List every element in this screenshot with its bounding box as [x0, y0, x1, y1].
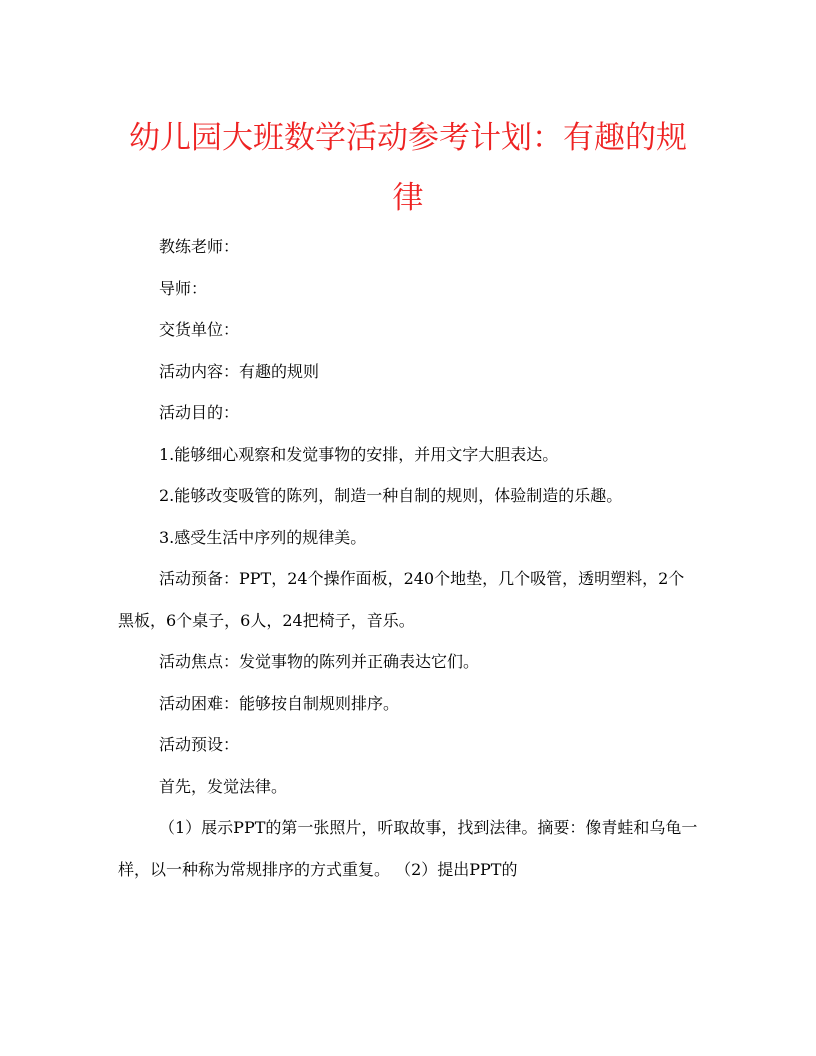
- goal-item-2: 2.能够改变吸管的陈列，制造一种自制的规则，体验制造的乐趣。: [159, 486, 623, 505]
- step-one-detail: （1）展示PPT的第一张照片，听取故事，找到法律。摘要：像青蛙和乌龟一样，以一种称为常规排序的方式重复。 （2）提出PPT的: [118, 818, 698, 879]
- teacher-line: 教练老师：: [159, 237, 240, 256]
- document-body: [118, 226, 698, 890]
- activity-content: 活动内容：有趣的规则: [159, 361, 320, 381]
- goal-item-3: 3.感受生活中序列的规律美。: [159, 527, 367, 547]
- goal-item-1: 1.能够细心观察和发觉事物的安排，并用文字大胆表达。: [159, 444, 559, 464]
- step-one-heading: 首先，发觉法律。: [159, 776, 288, 796]
- activity-plan-heading: 活动预设：: [159, 735, 240, 754]
- document-title: 幼儿园大班数学活动参考计划：有趣的规律: [129, 120, 687, 216]
- activity-focus: 活动焦点：发觉事物的陈列并正确表达它们。: [159, 652, 480, 671]
- mentor-line: 导师：: [159, 278, 208, 298]
- activity-preparation: 活动预备：PPT，24个操作面板，240个地垫，几个吸管，透明塑料，2个黑板，6个桌子，6人，24把椅子，音乐。: [118, 569, 685, 630]
- unit-line: 交货单位：: [159, 320, 240, 339]
- activity-difficulty: 活动困难：能够按自制规则排序。: [159, 693, 400, 713]
- activity-goal-heading: 活动目的：: [159, 403, 240, 422]
